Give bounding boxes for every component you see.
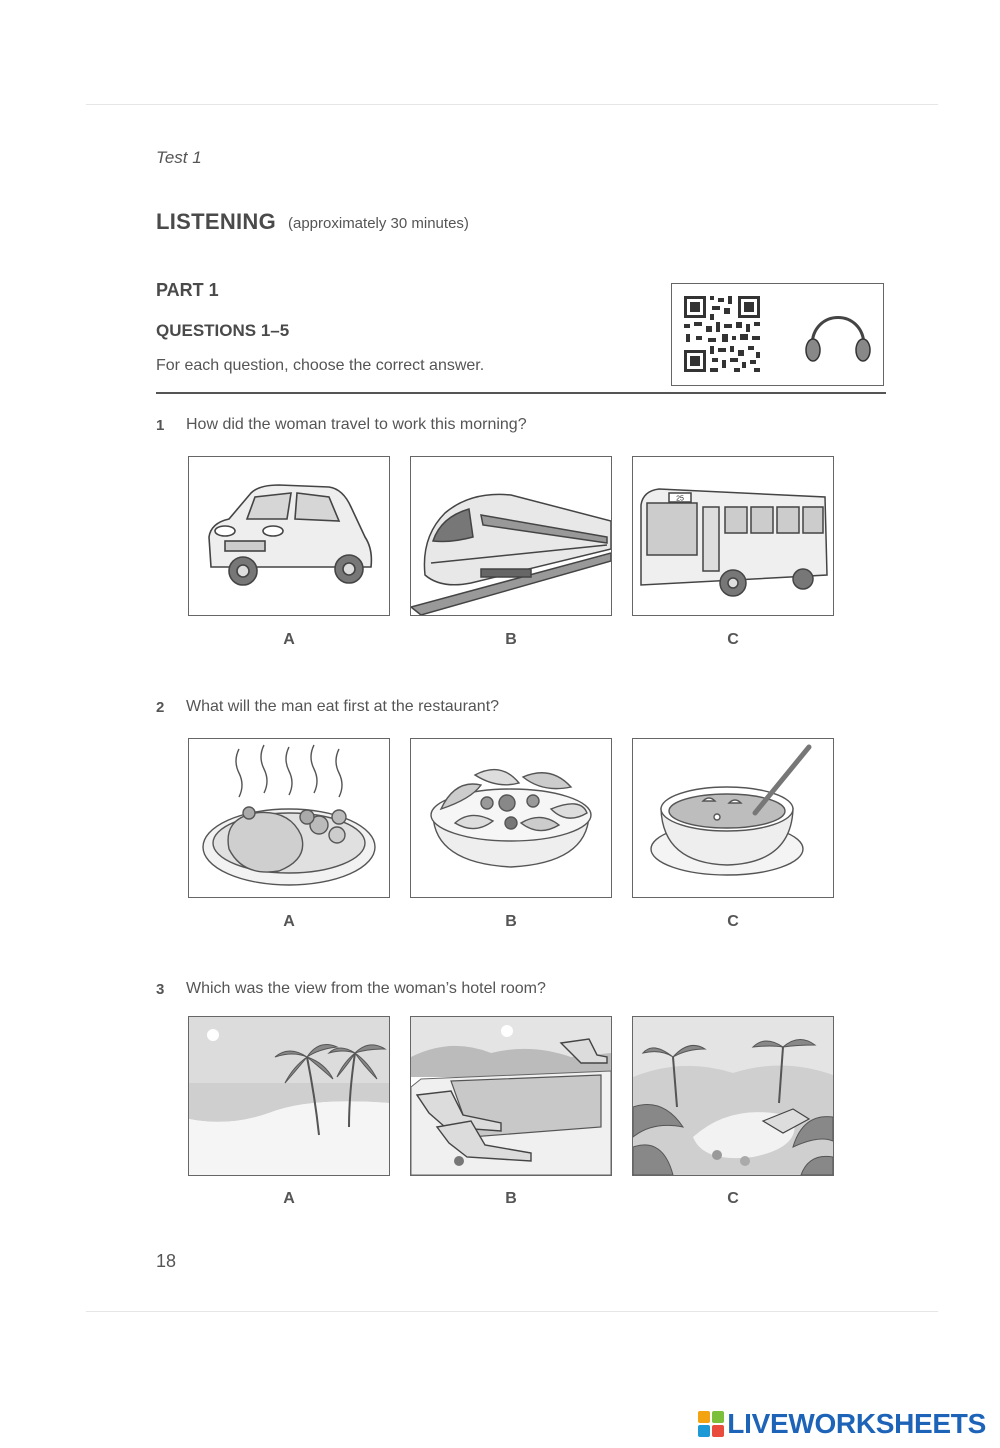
- option-c-label: C: [727, 913, 739, 930]
- option-c-picture[interactable]: [632, 1016, 834, 1176]
- audio-box: [671, 283, 884, 386]
- questions-title: QUESTIONS 1–5: [156, 321, 290, 340]
- car-icon: [189, 457, 389, 615]
- garden-icon: [633, 1017, 833, 1175]
- part-title: PART 1: [156, 280, 219, 300]
- liveworksheets-logo-icon: [698, 1411, 724, 1437]
- section-divider: [156, 392, 886, 394]
- swimming-pool-icon: [411, 1017, 611, 1175]
- test-label: Test 1: [156, 148, 202, 167]
- instruction: For each question, choose the correct answer.: [156, 357, 485, 374]
- page-number: 18: [156, 1251, 177, 1271]
- beach-icon: [189, 1017, 389, 1175]
- option-c-picture[interactable]: [632, 738, 834, 898]
- question-text: How did the woman travel to work this morning?: [186, 416, 527, 433]
- option-b-label: B: [505, 1190, 517, 1207]
- bus-icon: [633, 457, 833, 615]
- bottom-rule: [86, 1311, 938, 1312]
- option-b-label: B: [505, 913, 517, 930]
- soup-icon: [633, 739, 833, 897]
- option-a-picture[interactable]: [188, 738, 390, 898]
- option-a-picture[interactable]: [188, 456, 390, 616]
- bus-route-sign: 25: [676, 495, 684, 503]
- option-b-picture[interactable]: [410, 456, 612, 616]
- train-icon: [411, 457, 611, 615]
- option-b-label: B: [505, 631, 517, 648]
- liveworksheets-watermark[interactable]: [698, 1408, 986, 1440]
- section-title: LISTENING: [156, 209, 277, 234]
- question-number: 2: [156, 699, 165, 716]
- option-a-label: A: [283, 913, 295, 930]
- question-text: What will the man eat first at the restaurant?: [186, 698, 500, 715]
- option-c-label: C: [727, 1190, 739, 1207]
- roast-chicken-icon: [189, 739, 389, 897]
- question-text: Which was the view from the woman’s hotel room?: [186, 980, 546, 997]
- option-b-picture[interactable]: [410, 738, 612, 898]
- option-a-picture[interactable]: [188, 1016, 390, 1176]
- option-c-label: C: [727, 631, 739, 648]
- top-rule: [86, 104, 938, 105]
- option-a-label: A: [283, 1190, 295, 1207]
- salad-icon: [411, 739, 611, 897]
- option-c-picture[interactable]: [632, 456, 834, 616]
- option-b-picture[interactable]: [410, 1016, 612, 1176]
- question-number: 3: [156, 981, 165, 998]
- question-number: 1: [156, 417, 165, 434]
- headphones-icon: [800, 302, 876, 368]
- section-subtitle: (approximately 30 minutes): [288, 215, 469, 232]
- option-a-label: A: [283, 631, 295, 648]
- watermark-text: LIVEWORKSHEETS: [727, 1408, 986, 1439]
